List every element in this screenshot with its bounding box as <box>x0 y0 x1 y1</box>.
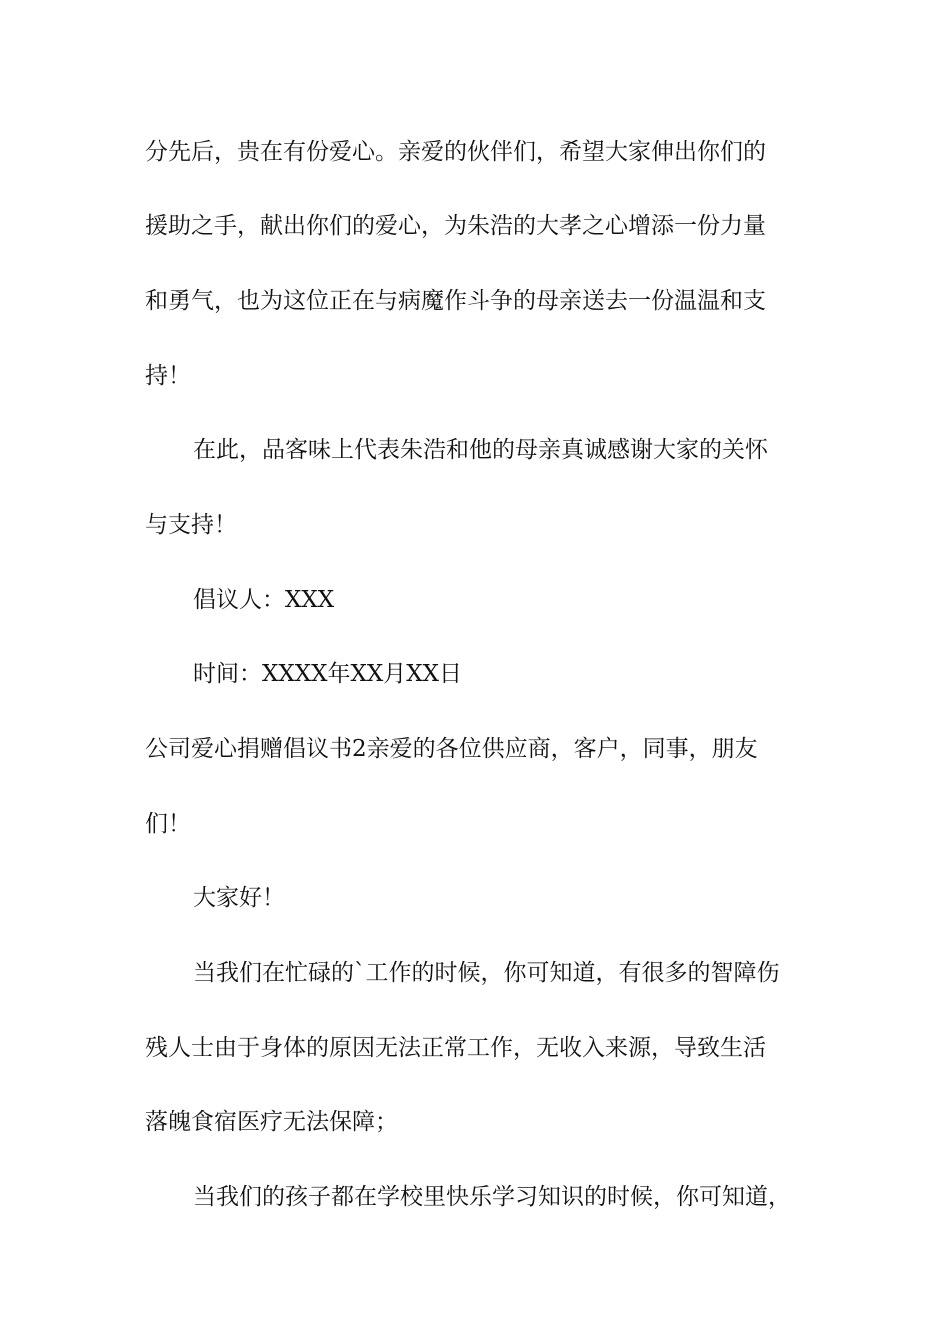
signatory-line: 倡议人：XXX <box>193 587 335 613</box>
date-line: 时间：XXXX年XX月XX日 <box>193 661 462 687</box>
paragraph-line: 当我们在忙碌的`工作的时候，你可知道，有很多的智障伤 <box>193 960 780 986</box>
section-heading-line: 公司爱心捐赠倡议书2亲爱的各位供应商，客户，同事，朋友 <box>145 736 758 762</box>
greeting-line: 大家好！ <box>193 885 285 911</box>
text-line: 与支持！ <box>145 512 237 538</box>
text-line: 落魄食宿医疗无法保障； <box>145 1109 398 1135</box>
text-line: 和勇气，也为这位正在与病魔作斗争的母亲送去一份温温和支 <box>145 288 766 314</box>
text-line: 分先后，贵在有份爱心。亲爱的伙伴们，希望大家伸出你们的 <box>145 139 766 165</box>
paragraph-line: 在此，品客味上代表朱浩和他的母亲真诚感谢大家的关怀 <box>193 437 768 463</box>
text-line: 们！ <box>145 811 191 837</box>
text-line: 援助之手，献出你们的爱心，为朱浩的大孝之心增添一份力量 <box>145 213 766 239</box>
paragraph-line: 当我们的孩子都在学校里快乐学习知识的时候，你可知道， <box>193 1184 791 1210</box>
text-line: 残人士由于身体的原因无法正常工作，无收入来源，导致生活 <box>145 1035 766 1061</box>
text-line: 持！ <box>145 363 191 389</box>
